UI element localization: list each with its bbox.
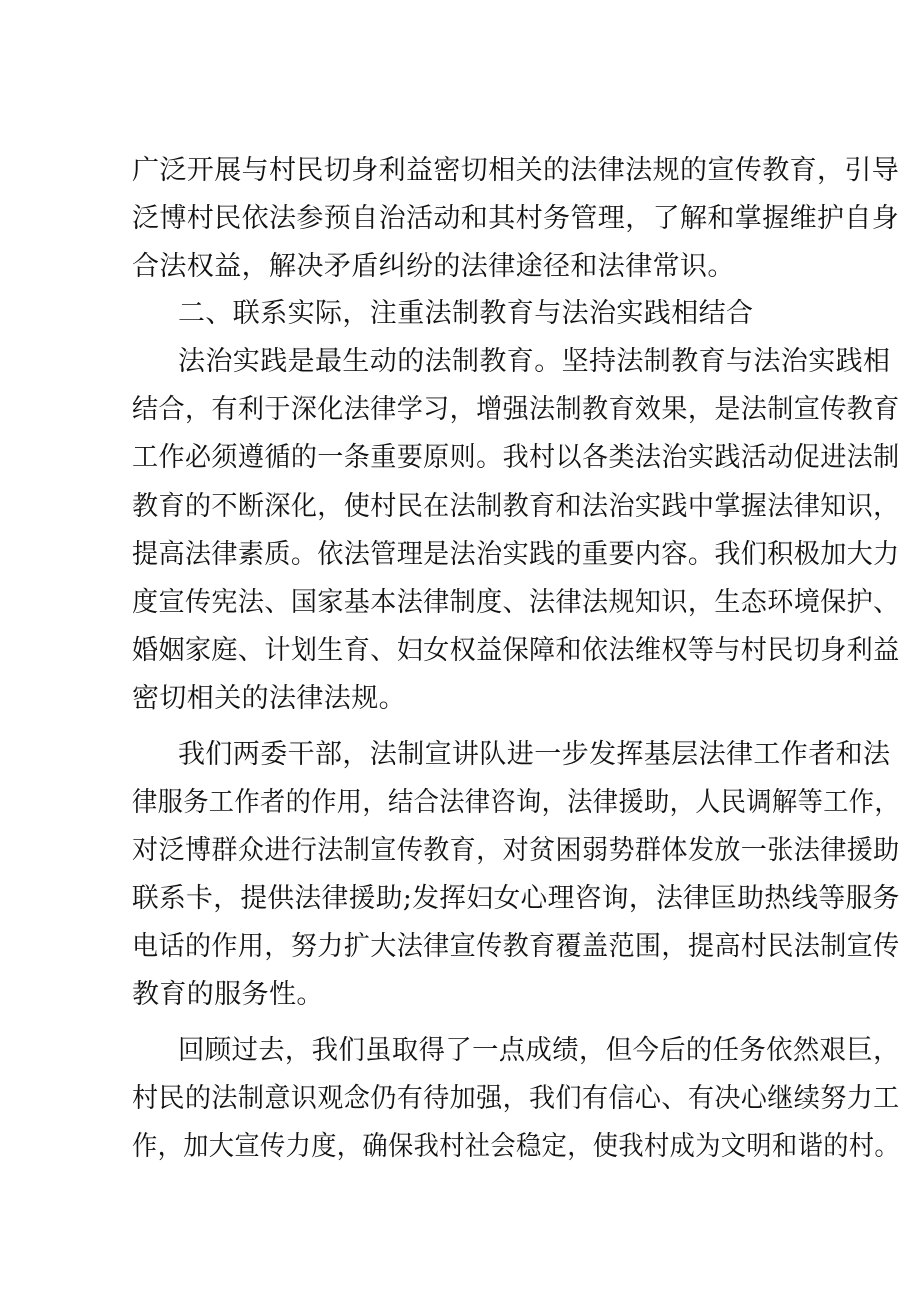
text-line: 律服务工作者的作用，结合法律咨询，法律援助，人民调解等工作， bbox=[132, 787, 900, 818]
text-line: 作，加大宣传力度，确保我村社会稳定，使我村成为文明和谐的村。 bbox=[132, 1131, 900, 1162]
text-line: 电话的作用，努力扩大法律宣传教育覆盖范围，提高村民法制宣传 bbox=[132, 931, 900, 962]
text-line: 婚姻家庭、计划生育、妇女权益保障和依法维权等与村民切身利益 bbox=[132, 635, 900, 666]
text-line: 联系卡，提供法律援助;发挥妇女心理咨询，法律匡助热线等服务 bbox=[132, 883, 900, 914]
text-line: 工作必须遵循的一条重要原则。我村以各类法治实践活动促进法制 bbox=[132, 442, 900, 473]
text-line: 广泛开展与村民切身利益密切相关的法律法规的宣传教育，引导 bbox=[132, 155, 900, 186]
text-line: 提高法律素质。依法管理是法治实践的重要内容。我们积极加大力 bbox=[132, 539, 900, 570]
text-line: 我们两委干部，法制宣讲队进一步发挥基层法律工作者和法 bbox=[178, 739, 891, 770]
text-line: 泛博村民依法参预自治活动和其村务管理，了解和掌握维护自身 bbox=[132, 203, 900, 234]
text-line: 村民的法制意识观念仍有待加强，我们有信心、有决心继续努力工 bbox=[132, 1083, 900, 1114]
text-line: 教育的服务性。 bbox=[132, 979, 324, 1010]
text-line: 教育的不断深化，使村民在法制教育和法治实践中掌握法律知识， bbox=[132, 491, 900, 522]
text-line: 结合，有利于深化法律学习，增强法制教育效果，是法制宣传教育 bbox=[132, 394, 900, 425]
section-heading: 二、联系实际，注重法制教育与法治实践相结合 bbox=[178, 298, 754, 329]
text-line: 度宣传宪法、国家基本法律制度、法律法规知识，生态环境保护、 bbox=[132, 587, 900, 618]
text-line: 回顾过去，我们虽取得了一点成绩，但今后的任务依然艰巨， bbox=[178, 1035, 900, 1066]
text-line: 合法权益，解决矛盾纠纷的法律途径和法律常识。 bbox=[132, 251, 735, 282]
text-line: 密切相关的法律法规。 bbox=[132, 683, 406, 714]
text-line: 法治实践是最生动的法制教育。坚持法制教育与法治实践相 bbox=[178, 346, 891, 377]
text-line: 对泛博群众进行法制宣传教育，对贫困弱势群体发放一张法律援助 bbox=[132, 835, 900, 866]
